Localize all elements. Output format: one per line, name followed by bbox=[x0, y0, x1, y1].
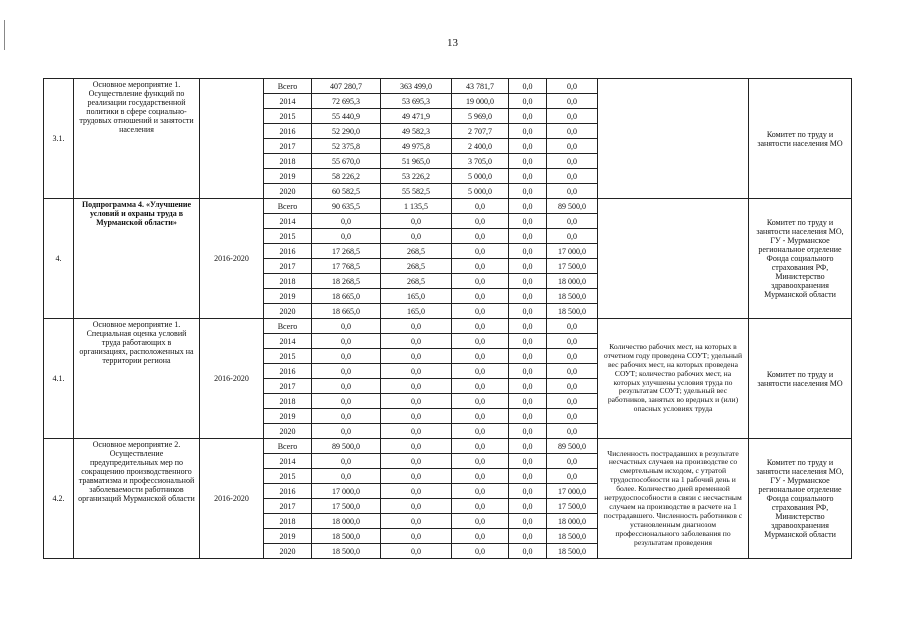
local-budget-cell: 0,0 bbox=[509, 289, 547, 304]
year-cell: 2015 bbox=[264, 469, 312, 484]
federal-budget-cell: 0,0 bbox=[452, 409, 509, 424]
total-cell: 0,0 bbox=[312, 379, 381, 394]
total-cell: 52 290,0 bbox=[312, 124, 381, 139]
extrabudgetary-cell: 0,0 bbox=[547, 469, 598, 484]
extrabudgetary-cell: 0,0 bbox=[547, 424, 598, 439]
indicators-cell: Количество рабочих мест, на которых в отчетном году проведена СОУТ; удельный вес рабочих мест, на которых проведена СОУТ; количество рабочих мест, на которых улучшены условия труда по результатам СОУТ; удельный вес работников, занятых во вредных и (или) опасных условиях труда bbox=[598, 319, 749, 439]
regional-budget-cell: 49 975,8 bbox=[381, 139, 452, 154]
total-cell: 0,0 bbox=[312, 349, 381, 364]
local-budget-cell: 0,0 bbox=[509, 409, 547, 424]
federal-budget-cell: 0,0 bbox=[452, 484, 509, 499]
extrabudgetary-cell: 18 500,0 bbox=[547, 544, 598, 559]
federal-budget-cell: 0,0 bbox=[452, 424, 509, 439]
local-budget-cell: 0,0 bbox=[509, 499, 547, 514]
local-budget-cell: 0,0 bbox=[509, 349, 547, 364]
extrabudgetary-cell: 0,0 bbox=[547, 379, 598, 394]
total-cell: 18 000,0 bbox=[312, 514, 381, 529]
executor-cell: Комитет по труду и занятости населения МО, ГУ - Мурманское региональное отделение Фонда социального страхования РФ, Министерство здравоохранения Мурманской области bbox=[749, 439, 852, 559]
budget-table bbox=[43, 78, 852, 559]
executor-cell: Комитет по труду и занятости населения МО, ГУ - Мурманское региональное отделение Фонда социального страхования РФ, Министерство здравоохранения Мурманской области bbox=[749, 199, 852, 319]
local-budget-cell: 0,0 bbox=[509, 304, 547, 319]
local-budget-cell: 0,0 bbox=[509, 199, 547, 214]
extrabudgetary-cell: 0,0 bbox=[547, 454, 598, 469]
local-budget-cell: 0,0 bbox=[509, 334, 547, 349]
year-cell: Всего bbox=[264, 319, 312, 334]
extrabudgetary-cell: 17 000,0 bbox=[547, 244, 598, 259]
year-cell: Всего bbox=[264, 199, 312, 214]
year-cell: 2018 bbox=[264, 154, 312, 169]
federal-budget-cell: 0,0 bbox=[452, 499, 509, 514]
total-cell: 55 670,0 bbox=[312, 154, 381, 169]
local-budget-cell: 0,0 bbox=[509, 139, 547, 154]
extrabudgetary-cell: 0,0 bbox=[547, 139, 598, 154]
extrabudgetary-cell: 18 500,0 bbox=[547, 289, 598, 304]
total-cell: 17 268,5 bbox=[312, 244, 381, 259]
extrabudgetary-cell: 0,0 bbox=[547, 124, 598, 139]
local-budget-cell: 0,0 bbox=[509, 109, 547, 124]
year-cell: 2017 bbox=[264, 259, 312, 274]
federal-budget-cell: 0,0 bbox=[452, 244, 509, 259]
total-cell: 18 500,0 bbox=[312, 529, 381, 544]
total-cell: 0,0 bbox=[312, 424, 381, 439]
local-budget-cell: 0,0 bbox=[509, 259, 547, 274]
local-budget-cell: 0,0 bbox=[509, 319, 547, 334]
local-budget-cell: 0,0 bbox=[509, 184, 547, 199]
year-cell: 2014 bbox=[264, 94, 312, 109]
regional-budget-cell: 0,0 bbox=[381, 379, 452, 394]
regional-budget-cell: 0,0 bbox=[381, 544, 452, 559]
executor-cell: Комитет по труду и занятости населения МО bbox=[749, 319, 852, 439]
regional-budget-cell: 363 499,0 bbox=[381, 79, 452, 94]
federal-budget-cell: 0,0 bbox=[452, 514, 509, 529]
extrabudgetary-cell: 89 500,0 bbox=[547, 199, 598, 214]
extrabudgetary-cell: 0,0 bbox=[547, 154, 598, 169]
regional-budget-cell: 49 582,3 bbox=[381, 124, 452, 139]
local-budget-cell: 0,0 bbox=[509, 529, 547, 544]
local-budget-cell: 0,0 bbox=[509, 424, 547, 439]
year-cell: 2020 bbox=[264, 424, 312, 439]
total-cell: 17 500,0 bbox=[312, 499, 381, 514]
federal-budget-cell: 2 400,0 bbox=[452, 139, 509, 154]
regional-budget-cell: 0,0 bbox=[381, 364, 452, 379]
federal-budget-cell: 0,0 bbox=[452, 469, 509, 484]
activity-name-cell: Подпрограмма 4. «Улучшение условий и охраны труда в Мурманской области» bbox=[74, 199, 200, 319]
regional-budget-cell: 0,0 bbox=[381, 409, 452, 424]
year-cell: 2019 bbox=[264, 409, 312, 424]
year-cell: 2015 bbox=[264, 109, 312, 124]
local-budget-cell: 0,0 bbox=[509, 229, 547, 244]
year-cell: 2019 bbox=[264, 529, 312, 544]
total-cell: 0,0 bbox=[312, 394, 381, 409]
regional-budget-cell: 53 695,3 bbox=[381, 94, 452, 109]
federal-budget-cell: 0,0 bbox=[452, 334, 509, 349]
federal-budget-cell: 0,0 bbox=[452, 349, 509, 364]
extrabudgetary-cell: 17 500,0 bbox=[547, 499, 598, 514]
year-cell: 2020 bbox=[264, 544, 312, 559]
extrabudgetary-cell: 0,0 bbox=[547, 184, 598, 199]
federal-budget-cell: 5 969,0 bbox=[452, 109, 509, 124]
local-budget-cell: 0,0 bbox=[509, 544, 547, 559]
total-cell: 17 000,0 bbox=[312, 484, 381, 499]
indicators-cell bbox=[598, 79, 749, 199]
local-budget-cell: 0,0 bbox=[509, 124, 547, 139]
federal-budget-cell: 0,0 bbox=[452, 214, 509, 229]
regional-budget-cell: 1 135,5 bbox=[381, 199, 452, 214]
indicators-cell bbox=[598, 199, 749, 319]
local-budget-cell: 0,0 bbox=[509, 454, 547, 469]
local-budget-cell: 0,0 bbox=[509, 79, 547, 94]
year-cell: 2015 bbox=[264, 349, 312, 364]
regional-budget-cell: 0,0 bbox=[381, 229, 452, 244]
extrabudgetary-cell: 0,0 bbox=[547, 409, 598, 424]
local-budget-cell: 0,0 bbox=[509, 469, 547, 484]
total-cell: 89 500,0 bbox=[312, 439, 381, 454]
total-cell: 18 665,0 bbox=[312, 289, 381, 304]
total-cell: 90 635,5 bbox=[312, 199, 381, 214]
indicators-cell: Численность пострадавших в результате несчастных случаев на производстве со смертельным исходом, с утратой трудоспособности на 1 рабочий день и более. Количество дней временной нетрудоспособности в связи с несчастным случаем на производстве в расчете на 1 пострадавшего. Численность работников с установленным диагнозом профессионального заболевания по результатам проведения bbox=[598, 439, 749, 559]
local-budget-cell: 0,0 bbox=[509, 154, 547, 169]
total-cell: 0,0 bbox=[312, 319, 381, 334]
federal-budget-cell: 0,0 bbox=[452, 274, 509, 289]
local-budget-cell: 0,0 bbox=[509, 394, 547, 409]
regional-budget-cell: 268,5 bbox=[381, 274, 452, 289]
local-budget-cell: 0,0 bbox=[509, 514, 547, 529]
extrabudgetary-cell: 0,0 bbox=[547, 364, 598, 379]
regional-budget-cell: 0,0 bbox=[381, 334, 452, 349]
regional-budget-cell: 0,0 bbox=[381, 499, 452, 514]
local-budget-cell: 0,0 bbox=[509, 274, 547, 289]
extrabudgetary-cell: 0,0 bbox=[547, 349, 598, 364]
federal-budget-cell: 2 707,7 bbox=[452, 124, 509, 139]
regional-budget-cell: 165,0 bbox=[381, 304, 452, 319]
extrabudgetary-cell: 89 500,0 bbox=[547, 439, 598, 454]
period-cell: 2016-2020 bbox=[200, 319, 264, 439]
regional-budget-cell: 0,0 bbox=[381, 424, 452, 439]
regional-budget-cell: 49 471,9 bbox=[381, 109, 452, 124]
regional-budget-cell: 0,0 bbox=[381, 319, 452, 334]
regional-budget-cell: 0,0 bbox=[381, 529, 452, 544]
regional-budget-cell: 51 965,0 bbox=[381, 154, 452, 169]
year-cell: 2019 bbox=[264, 289, 312, 304]
table-row bbox=[44, 439, 852, 454]
executor-cell: Комитет по труду и занятости населения МО bbox=[749, 79, 852, 199]
local-budget-cell: 0,0 bbox=[509, 439, 547, 454]
federal-budget-cell: 0,0 bbox=[452, 319, 509, 334]
total-cell: 0,0 bbox=[312, 214, 381, 229]
year-cell: 2014 bbox=[264, 334, 312, 349]
federal-budget-cell: 5 000,0 bbox=[452, 184, 509, 199]
federal-budget-cell: 0,0 bbox=[452, 259, 509, 274]
total-cell: 0,0 bbox=[312, 469, 381, 484]
table-row bbox=[44, 199, 852, 214]
federal-budget-cell: 0,0 bbox=[452, 529, 509, 544]
local-budget-cell: 0,0 bbox=[509, 484, 547, 499]
period-cell: 2016-2020 bbox=[200, 439, 264, 559]
year-cell: 2017 bbox=[264, 139, 312, 154]
total-cell: 58 226,2 bbox=[312, 169, 381, 184]
extrabudgetary-cell: 18 500,0 bbox=[547, 529, 598, 544]
total-cell: 0,0 bbox=[312, 229, 381, 244]
year-cell: 2018 bbox=[264, 394, 312, 409]
regional-budget-cell: 0,0 bbox=[381, 394, 452, 409]
year-cell: 2018 bbox=[264, 274, 312, 289]
extrabudgetary-cell: 17 500,0 bbox=[547, 259, 598, 274]
regional-budget-cell: 0,0 bbox=[381, 454, 452, 469]
table-row bbox=[44, 319, 852, 334]
total-cell: 407 280,7 bbox=[312, 79, 381, 94]
year-cell: 2019 bbox=[264, 169, 312, 184]
federal-budget-cell: 43 781,7 bbox=[452, 79, 509, 94]
extrabudgetary-cell: 0,0 bbox=[547, 334, 598, 349]
activity-name-cell: Основное мероприятие 2. Осуществление предупредительных мер по сокращению производственного травматизма и профессиональной заболеваемости работников организаций Мурманской области bbox=[74, 439, 200, 559]
local-budget-cell: 0,0 bbox=[509, 364, 547, 379]
table-row bbox=[44, 79, 852, 94]
extrabudgetary-cell: 18 000,0 bbox=[547, 274, 598, 289]
local-budget-cell: 0,0 bbox=[509, 244, 547, 259]
activity-name-cell: Основное мероприятие 1. Осуществление функций по реализации государственной политики в сфере социально-трудовых отношений и занятости населения bbox=[74, 79, 200, 199]
extrabudgetary-cell: 17 000,0 bbox=[547, 484, 598, 499]
period-cell bbox=[200, 79, 264, 199]
year-cell: 2020 bbox=[264, 184, 312, 199]
activity-code-cell: 4. bbox=[44, 199, 74, 319]
year-cell: 2017 bbox=[264, 379, 312, 394]
federal-budget-cell: 0,0 bbox=[452, 454, 509, 469]
total-cell: 55 440,9 bbox=[312, 109, 381, 124]
federal-budget-cell: 0,0 bbox=[452, 364, 509, 379]
year-cell: Всего bbox=[264, 79, 312, 94]
total-cell: 0,0 bbox=[312, 454, 381, 469]
total-cell: 60 582,5 bbox=[312, 184, 381, 199]
regional-budget-cell: 268,5 bbox=[381, 244, 452, 259]
year-cell: 2018 bbox=[264, 514, 312, 529]
regional-budget-cell: 0,0 bbox=[381, 439, 452, 454]
activity-code-cell: 3.1. bbox=[44, 79, 74, 199]
budget-table-body bbox=[44, 79, 852, 559]
year-cell: 2015 bbox=[264, 229, 312, 244]
local-budget-cell: 0,0 bbox=[509, 379, 547, 394]
year-cell: 2016 bbox=[264, 244, 312, 259]
year-cell: 2016 bbox=[264, 484, 312, 499]
extrabudgetary-cell: 0,0 bbox=[547, 214, 598, 229]
total-cell: 0,0 bbox=[312, 409, 381, 424]
federal-budget-cell: 5 000,0 bbox=[452, 169, 509, 184]
total-cell: 72 695,3 bbox=[312, 94, 381, 109]
regional-budget-cell: 55 582,5 bbox=[381, 184, 452, 199]
year-cell: 2016 bbox=[264, 364, 312, 379]
federal-budget-cell: 19 000,0 bbox=[452, 94, 509, 109]
local-budget-cell: 0,0 bbox=[509, 94, 547, 109]
federal-budget-cell: 0,0 bbox=[452, 229, 509, 244]
extrabudgetary-cell: 0,0 bbox=[547, 79, 598, 94]
total-cell: 0,0 bbox=[312, 334, 381, 349]
regional-budget-cell: 0,0 bbox=[381, 469, 452, 484]
year-cell: 2020 bbox=[264, 304, 312, 319]
regional-budget-cell: 268,5 bbox=[381, 259, 452, 274]
total-cell: 0,0 bbox=[312, 364, 381, 379]
activity-code-cell: 4.1. bbox=[44, 319, 74, 439]
regional-budget-cell: 0,0 bbox=[381, 514, 452, 529]
federal-budget-cell: 0,0 bbox=[452, 199, 509, 214]
federal-budget-cell: 0,0 bbox=[452, 379, 509, 394]
year-cell: 2017 bbox=[264, 499, 312, 514]
total-cell: 18 500,0 bbox=[312, 544, 381, 559]
regional-budget-cell: 0,0 bbox=[381, 484, 452, 499]
page-number: 13 bbox=[447, 37, 458, 49]
regional-budget-cell: 165,0 bbox=[381, 289, 452, 304]
year-cell: 2014 bbox=[264, 454, 312, 469]
regional-budget-cell: 0,0 bbox=[381, 214, 452, 229]
extrabudgetary-cell: 0,0 bbox=[547, 394, 598, 409]
federal-budget-cell: 0,0 bbox=[452, 304, 509, 319]
federal-budget-cell: 3 705,0 bbox=[452, 154, 509, 169]
extrabudgetary-cell: 0,0 bbox=[547, 229, 598, 244]
total-cell: 18 268,5 bbox=[312, 274, 381, 289]
budget-table-wrapper bbox=[43, 78, 852, 559]
federal-budget-cell: 0,0 bbox=[452, 394, 509, 409]
extrabudgetary-cell: 18 000,0 bbox=[547, 514, 598, 529]
total-cell: 52 375,8 bbox=[312, 139, 381, 154]
regional-budget-cell: 0,0 bbox=[381, 349, 452, 364]
year-cell: Всего bbox=[264, 439, 312, 454]
year-cell: 2016 bbox=[264, 124, 312, 139]
local-budget-cell: 0,0 bbox=[509, 214, 547, 229]
extrabudgetary-cell: 0,0 bbox=[547, 109, 598, 124]
period-cell: 2016-2020 bbox=[200, 199, 264, 319]
federal-budget-cell: 0,0 bbox=[452, 439, 509, 454]
total-cell: 18 665,0 bbox=[312, 304, 381, 319]
activity-name-cell: Основное мероприятие 1. Специальная оценка условий труда работающих в организациях, расположенных на территории региона bbox=[74, 319, 200, 439]
extrabudgetary-cell: 18 500,0 bbox=[547, 304, 598, 319]
extrabudgetary-cell: 0,0 bbox=[547, 169, 598, 184]
year-cell: 2014 bbox=[264, 214, 312, 229]
regional-budget-cell: 53 226,2 bbox=[381, 169, 452, 184]
activity-code-cell: 4.2. bbox=[44, 439, 74, 559]
federal-budget-cell: 0,0 bbox=[452, 289, 509, 304]
total-cell: 17 768,5 bbox=[312, 259, 381, 274]
federal-budget-cell: 0,0 bbox=[452, 544, 509, 559]
extrabudgetary-cell: 0,0 bbox=[547, 94, 598, 109]
local-budget-cell: 0,0 bbox=[509, 169, 547, 184]
extrabudgetary-cell: 0,0 bbox=[547, 319, 598, 334]
